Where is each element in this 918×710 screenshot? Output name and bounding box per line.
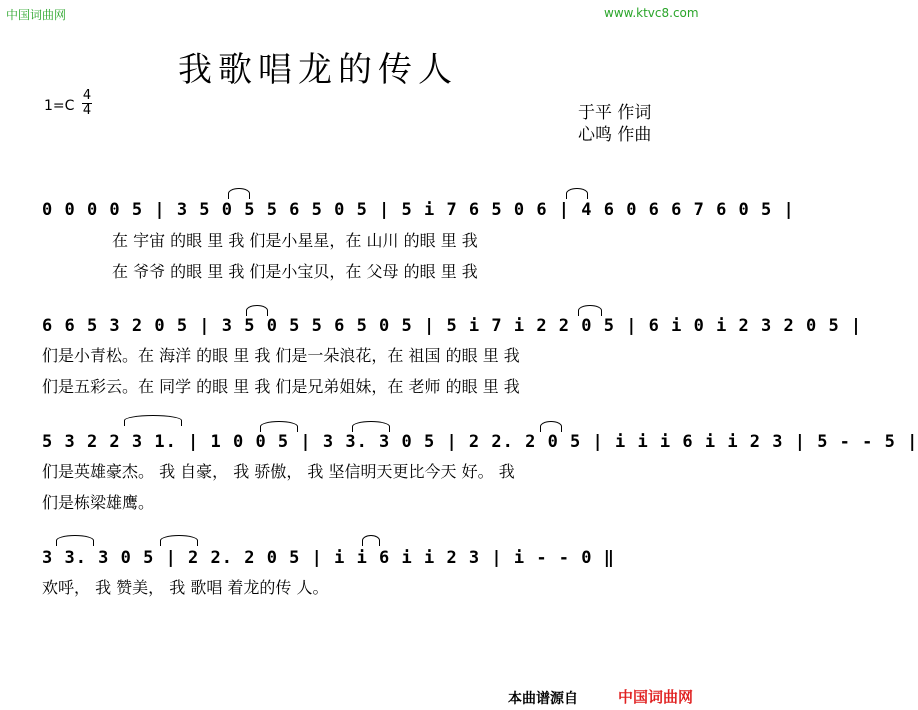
source-site-link[interactable]: 中国词曲网 [618, 688, 694, 706]
notation-row-1: 0 0 0 0 5 | 3 5 0 5 5 6 5 0 5 | 5 i 7 6 5 0 6 | 4 6 0 6 6 7 6 0 5 | [42, 200, 795, 220]
time-signature-denominator: 4 [82, 103, 92, 118]
notation-row-3: 5 3 2 2 3 1. | 1 0 0 5 | 3 3. 3 0 5 | 2 2. 2 0 5 | i i i 6 i i 2 3 | 5 - - 5 | [42, 432, 918, 452]
time-signature-numerator: 4 [82, 88, 92, 103]
slur [540, 421, 562, 432]
lyric-row-1-verse-1: 在 宇宙 的眼 里 我 们是小星星，在 山川 的眼 里 我 [112, 231, 478, 250]
watermark-site-name: 中国词曲网 [6, 8, 67, 22]
source-label: 本曲谱源自 [508, 691, 578, 707]
lyric-row-4-verse-1: 欢呼， 我 赞美， 我 歌唱 着龙的传 人。 [42, 578, 329, 597]
watermark-url: www.ktvc8.com [604, 6, 699, 20]
lyric-row-1-verse-2: 在 爷爷 的眼 里 我 们是小宝贝，在 父母 的眼 里 我 [112, 262, 478, 281]
slur [260, 421, 298, 432]
lyric-row-3-verse-1: 们是英雄豪杰。 我 自豪， 我 骄傲， 我 坚信明天更比今天 好。 我 [42, 462, 515, 481]
notation-row-4: 3 3. 3 0 5 | 2 2. 2 0 5 | i i 6 i i 2 3 | i - - 0 ‖ [42, 548, 615, 568]
slur [578, 305, 602, 316]
slur [246, 305, 268, 316]
lyric-row-2-verse-1: 们是小青松。在 海洋 的眼 里 我 们是一朵浪花，在 祖国 的眼 里 我 [42, 346, 520, 365]
slur [566, 188, 588, 199]
key-signature: 1=C [44, 98, 75, 114]
song-title: 我歌唱龙的传人 [178, 50, 458, 90]
slur [352, 421, 390, 432]
slur [56, 535, 94, 546]
composer-credit: 心鸣 作曲 [578, 125, 652, 145]
notation-row-2: 6 6 5 3 2 0 5 | 3 5 0 5 5 6 5 0 5 | 5 i 7 i 2 2 0 5 | 6 i 0 i 2 3 2 0 5 | [42, 316, 863, 336]
lyric-row-2-verse-2: 们是五彩云。在 同学 的眼 里 我 们是兄弟姐妹，在 老师 的眼 里 我 [42, 377, 520, 396]
slur [124, 415, 182, 426]
lyricist-credit: 于平 作词 [578, 103, 652, 123]
lyric-row-3-verse-2: 们是栋梁雄鹰。 [42, 493, 155, 512]
slur [160, 535, 198, 546]
time-signature [82, 89, 92, 118]
slur [362, 535, 380, 546]
slur [228, 188, 250, 199]
